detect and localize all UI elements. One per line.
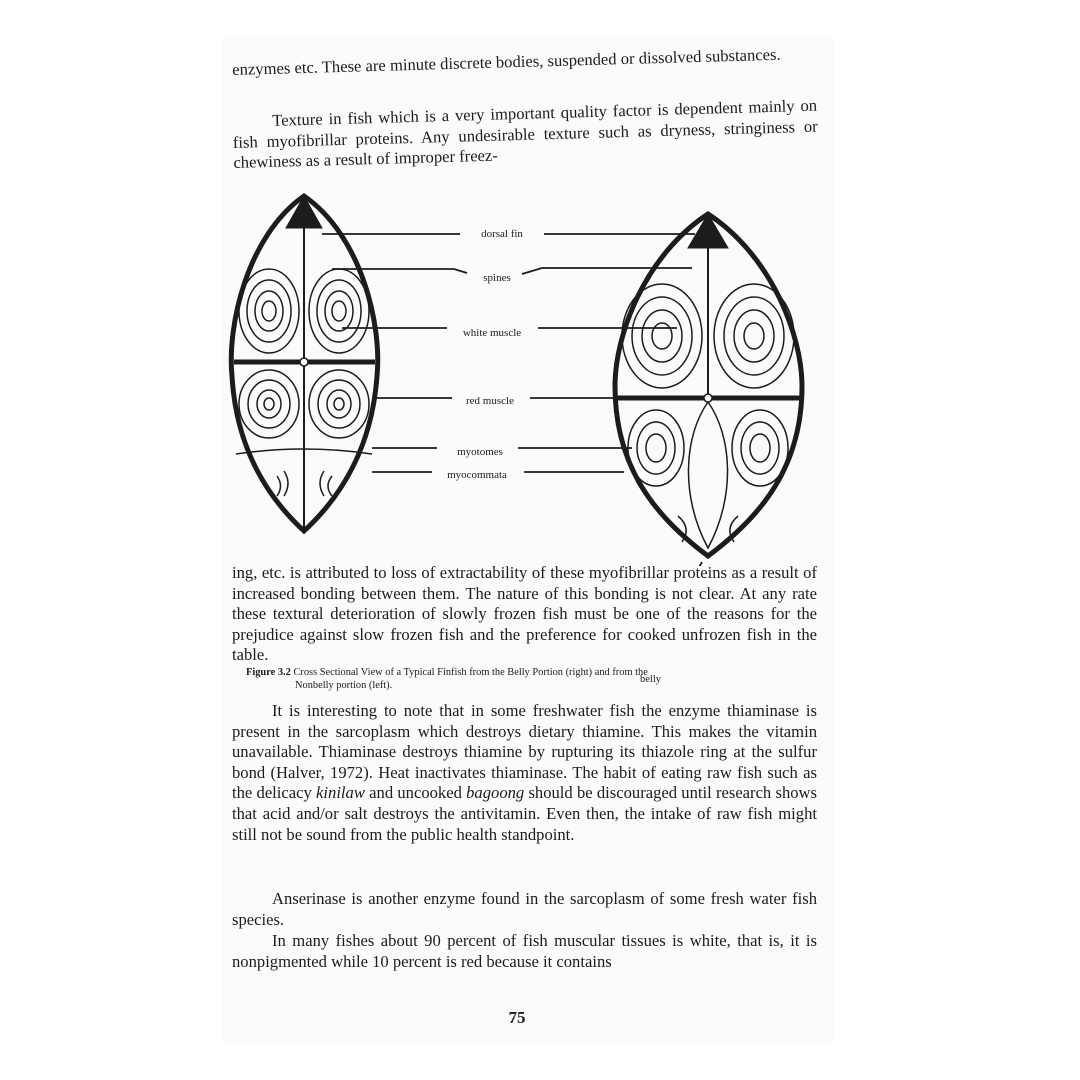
- paragraph-6: In many fishes about 90 percent of fish muscular tissues is white, that is, it is nonpigmented while 10 percent is red because it contains: [232, 931, 817, 971]
- label-spines: spines: [483, 272, 511, 284]
- paragraph-4-part-c: should be discouraged until research shows that acid and/or salt destroys the antivitamin. Even then, the intake of raw fish might still not be sound from the public health standpoint.: [232, 783, 817, 844]
- label-myotomes: myotomes: [457, 446, 503, 458]
- label-belly: belly: [640, 674, 661, 685]
- paragraph-4-part-a: It is interesting to note that in some freshwater fish the enzyme thiaminase is present in the sarcoplasm which destroys dietary thiamine. This makes the vitamin unavailable. Thiaminase destroys thiamine by rupturing its thiazole ring at the sulfur bond (Halver, 1972). Heat inactivates thiaminase. The habit of eating raw fish such as the delicacy: [232, 701, 817, 803]
- figure-caption: [246, 666, 655, 692]
- book-page: [222, 38, 834, 1043]
- label-myocommata: myocommata: [447, 469, 507, 481]
- belly-cross-section: [615, 214, 802, 556]
- paragraph-4: [232, 701, 817, 845]
- label-white-muscle: white muscle: [462, 327, 522, 339]
- figure-caption-text: Cross Sectional View of a Typical Finfish from the Belly Portion (right) and from the Nonbelly portion (left).: [293, 667, 648, 691]
- term-kinilaw: kinilaw: [316, 783, 365, 803]
- fish-cross-section-drawing: [222, 176, 822, 566]
- paragraph-4-part-b: and uncooked: [364, 783, 467, 803]
- paragraph-2: Texture in fish which is a very important quality factor is dependent mainly on fish myofibrillar proteins. Any undesirable texture such as dryness, stringiness or chewiness as a result of improper freez-: [232, 95, 818, 173]
- paragraph-5: Anserinase is another enzyme found in the sarcoplasm of some fresh water fish species.: [232, 889, 817, 929]
- nonbelly-cross-section: [231, 196, 377, 531]
- figure-caption-label: Figure 3.2: [246, 667, 291, 678]
- term-bagoong: bagoong: [466, 783, 525, 803]
- paragraph-3: ing, etc. is attributed to loss of extractability of these myofibrillar proteins as a result of increased bonding between them. The nature of this bonding is not clear. At any rate these textural deterioration of slowly frozen fish must be one of the reasons for the prejudice against slow frozen fish and the preference for cooked unfrozen fish in the table.: [232, 563, 817, 665]
- paragraph-1: enzymes etc. These are minute discrete bodies, suspended or dissolved substances.: [232, 44, 781, 79]
- label-red-muscle: red muscle: [466, 395, 514, 407]
- label-dorsal-fin: dorsal fin: [481, 228, 523, 240]
- page-number: 75: [508, 1008, 526, 1027]
